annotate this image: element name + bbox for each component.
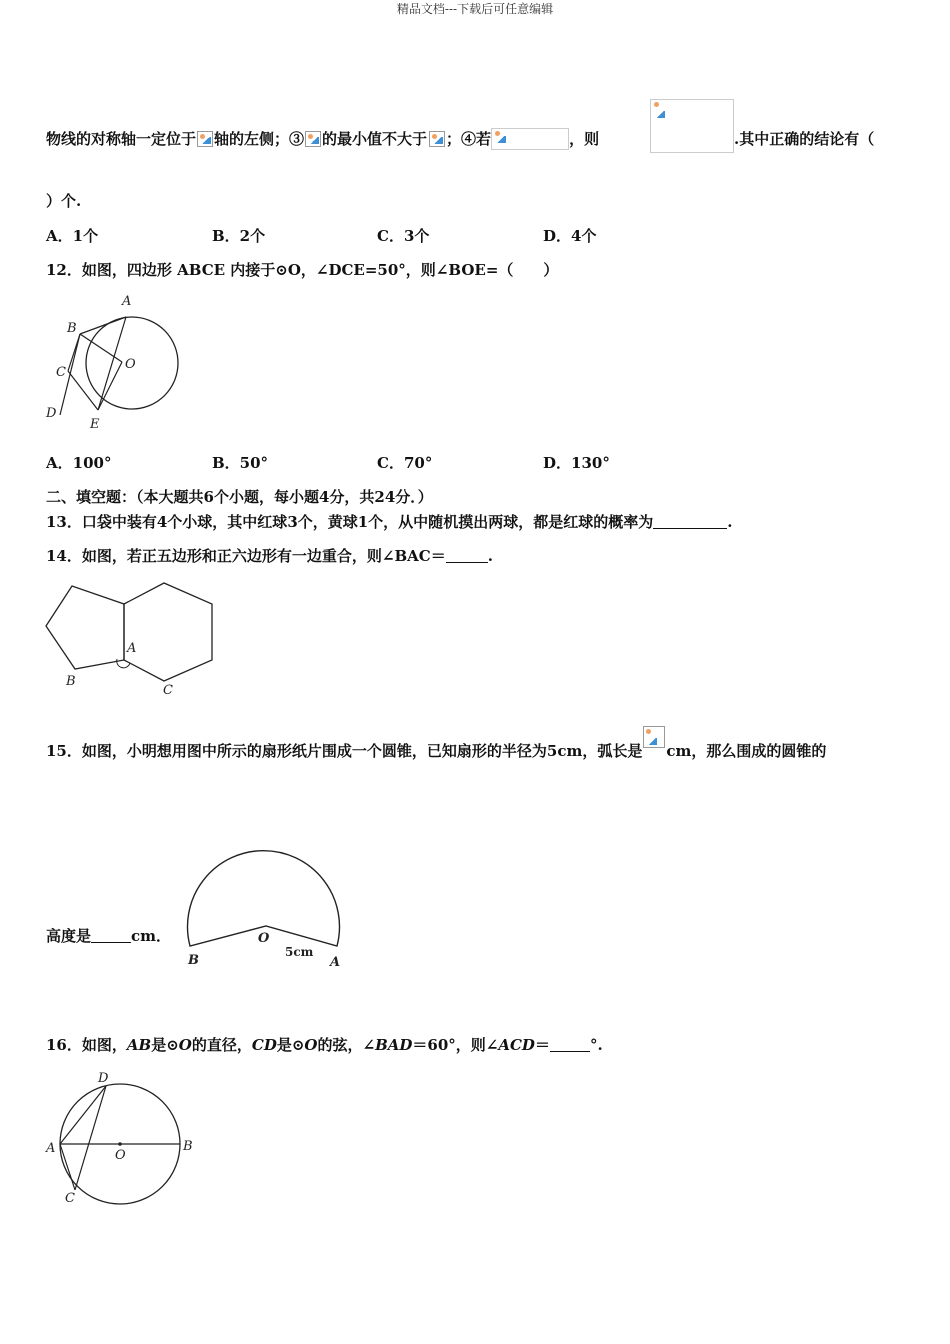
q16-text: ＝60°，则∠ bbox=[412, 1036, 499, 1054]
q16-var: AB bbox=[126, 1036, 152, 1054]
q11-line1 bbox=[46, 128, 599, 150]
q14-end: . bbox=[487, 547, 493, 565]
broken-image-icon bbox=[197, 131, 213, 147]
q12-stem: 12．如图，四边形 ABCE 内接于⊙O，∠DCE=50°，则∠BOE=（ ） bbox=[46, 261, 559, 279]
point-label-b: B bbox=[67, 321, 77, 336]
broken-image-icon bbox=[652, 100, 672, 120]
answer-blank bbox=[91, 930, 131, 943]
point-label-o: O bbox=[125, 357, 136, 372]
point-label-a: A bbox=[122, 294, 132, 309]
q16-var: O bbox=[304, 1036, 318, 1054]
center-label-o: O bbox=[115, 1148, 126, 1163]
q15-sector-figure bbox=[180, 848, 350, 973]
point-label-c: C bbox=[56, 365, 66, 380]
answer-blank bbox=[446, 550, 488, 563]
point-label-c: C bbox=[163, 683, 173, 698]
point-label-a: A bbox=[127, 641, 137, 656]
q11-option-b: B．2个 bbox=[212, 227, 266, 245]
q11-text-b: 轴的左侧；③ bbox=[214, 130, 305, 148]
formula-image-box-large bbox=[650, 99, 734, 153]
point-label-b: B bbox=[188, 953, 199, 968]
q11-option-c: C．3个 bbox=[377, 227, 430, 245]
center-label-o: O bbox=[258, 931, 270, 946]
point-label-a: A bbox=[330, 955, 341, 970]
q13-line bbox=[46, 511, 732, 532]
q11-option-a: A．1个 bbox=[46, 227, 99, 245]
q11-text-c: 的最小值不大于 bbox=[322, 130, 428, 148]
broken-image-icon bbox=[643, 726, 665, 748]
q15-line1 bbox=[46, 726, 826, 761]
broken-image-icon bbox=[429, 131, 445, 147]
broken-image-icon bbox=[493, 129, 509, 145]
q12-figure bbox=[40, 290, 190, 440]
q15-stem-b: cm，那么围成的圆锥的 bbox=[666, 742, 827, 760]
point-label-b: B bbox=[66, 674, 76, 689]
q16-figure bbox=[40, 1068, 210, 1213]
section-title: 二、填空题：（本大题共6个小题，每小题4分，共24分．） bbox=[46, 488, 433, 506]
q12-option-a: A．100° bbox=[46, 454, 112, 472]
q16-text: 是⊙ bbox=[276, 1036, 305, 1054]
q15-stem-a: 15．如图，小明想用图中所示的扇形纸片围成一个圆锥，已知扇形的半径为5cm，弧长是 bbox=[46, 742, 643, 760]
q11-text-e: ，则 bbox=[569, 130, 600, 148]
q16-text: ＝ bbox=[534, 1036, 550, 1054]
q11-line2: ）个. bbox=[46, 192, 82, 210]
q16-var: O bbox=[178, 1036, 192, 1054]
q16-var: ACD bbox=[498, 1036, 535, 1054]
q14-line bbox=[46, 545, 493, 566]
q16-text: 的弦，∠ bbox=[317, 1036, 376, 1054]
q14-stem: 14．如图，若正五边形和正六边形有一边重合，则∠BAC＝ bbox=[46, 547, 446, 565]
q15-text-a: 高度是 bbox=[46, 927, 92, 945]
answer-blank bbox=[653, 516, 727, 529]
point-label-d: D bbox=[98, 1071, 109, 1086]
q11-line1-end: .其中正确的结论有（ bbox=[734, 130, 875, 148]
point-label-c: C bbox=[65, 1191, 75, 1206]
q16-text: 16．如图， bbox=[46, 1036, 127, 1054]
q13-stem: 13．口袋中装有4个小球，其中红球3个，黄球1个，从中随机摸出两球，都是红球的概率为 bbox=[46, 513, 654, 531]
q12-option-d: D．130° bbox=[543, 454, 610, 472]
q16-var: CD bbox=[251, 1036, 277, 1054]
q16-text: 是⊙ bbox=[151, 1036, 179, 1054]
answer-blank bbox=[550, 1039, 590, 1052]
point-label-a: A bbox=[46, 1141, 56, 1156]
q15-line2 bbox=[46, 925, 171, 946]
point-label-e: E bbox=[90, 417, 100, 432]
q14-figure bbox=[40, 575, 230, 700]
q16-text: °. bbox=[589, 1036, 603, 1054]
broken-image-icon bbox=[305, 131, 321, 147]
radius-label: 5cm bbox=[285, 945, 314, 959]
q16-text: 的直径， bbox=[191, 1036, 252, 1054]
q13-end: . bbox=[727, 513, 733, 531]
q16-var: BAD bbox=[375, 1036, 413, 1054]
q12-option-b: B．50° bbox=[212, 454, 269, 472]
q11-text-d: ；④若 bbox=[446, 130, 492, 148]
q11-option-d: D．4个 bbox=[543, 227, 597, 245]
formula-image-box bbox=[491, 128, 569, 150]
point-label-b: B bbox=[183, 1139, 193, 1154]
q15-text-b: cm． bbox=[131, 927, 172, 945]
q12-option-c: C．70° bbox=[377, 454, 433, 472]
point-label-d: D bbox=[46, 406, 57, 421]
q11-text-a: 物线的对称轴一定位于 bbox=[46, 130, 197, 148]
q16-line bbox=[46, 1034, 603, 1055]
page-header: 精品文档---下载后可任意编辑 bbox=[396, 2, 554, 16]
